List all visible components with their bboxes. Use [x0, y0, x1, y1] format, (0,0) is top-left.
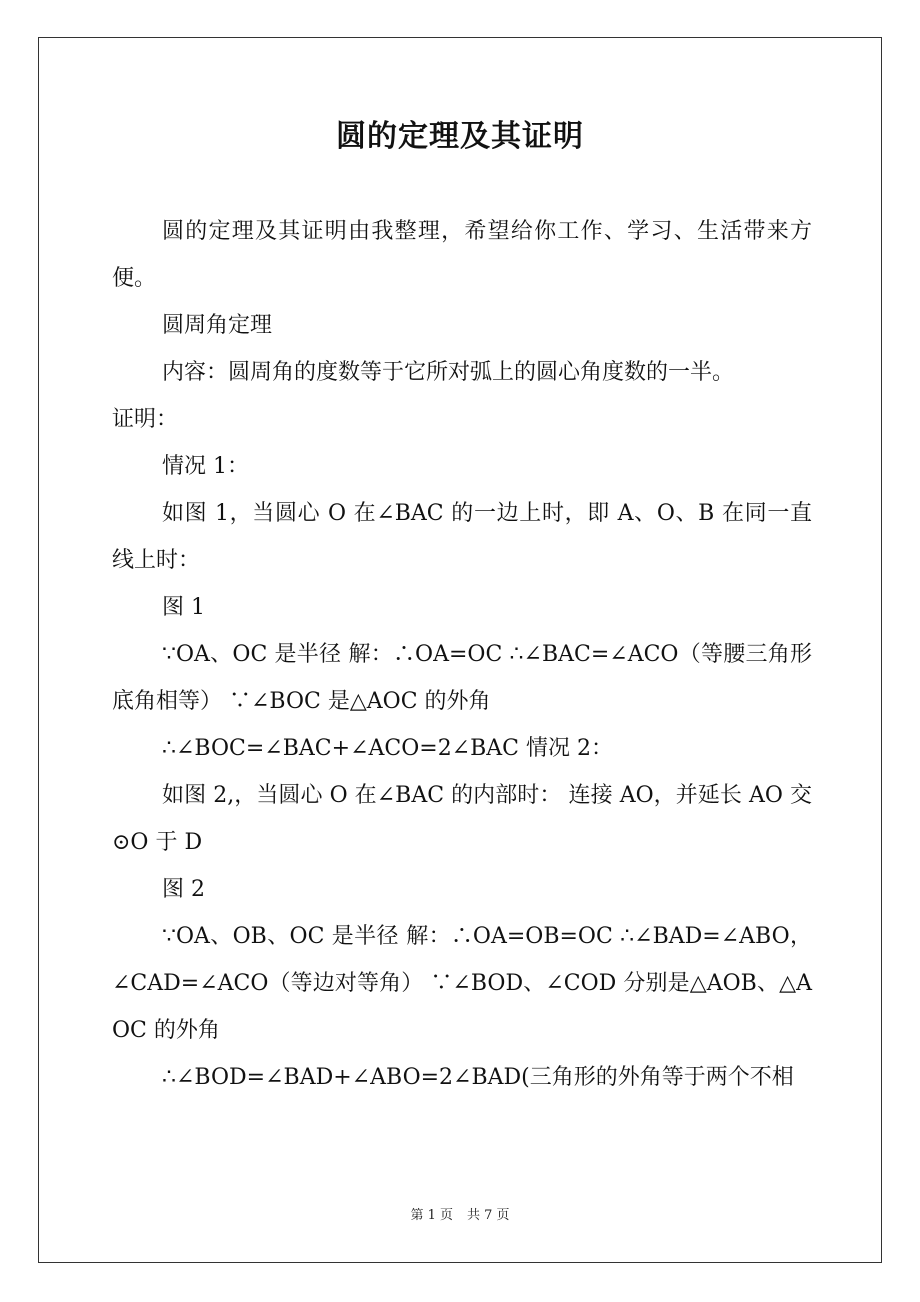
paragraph-case-2-proof: ∵OA、OB、OC 是半径 解：∴OA=OB=OC ∴∠BAD=∠ABO，∠CAD=∠ACO（等边对等角） ∵∠BOD、∠COD 分别是△AOB、△AOC 的外角 — [112, 924, 812, 1043]
paragraph-theorem-heading: 圆周角定理 — [162, 313, 273, 338]
document-title: 圆的定理及其证明 — [336, 119, 584, 154]
page-number: 第 1 页 — [410, 1208, 453, 1223]
document-body — [112, 208, 812, 1101]
paragraph-intro: 圆的定理及其证明由我整理，希望给你工作、学习、生活带来方便。 — [112, 219, 812, 291]
page-footer — [0, 1206, 920, 1226]
paragraph-proof-label: 证明： — [112, 407, 179, 432]
paragraph-case-1: 情况 1： — [162, 454, 249, 479]
paragraph-figure-2-label: 图 2 — [162, 877, 205, 902]
paragraph-theorem-content: 内容：圆周角的度数等于它所对弧上的圆心角度数的一半。 — [162, 360, 735, 385]
paragraph-figure-1-label: 图 1 — [162, 595, 205, 620]
paragraph-case-1-setup: 如图 1，当圆心 O 在∠BAC 的一边上时，即 A、O、B 在同一直线上时： — [112, 501, 812, 573]
paragraph-case-1-proof: ∵OA、OC 是半径 解：∴OA=OC ∴∠BAC=∠ACO（等腰三角形底角相等） ∵∠BOC 是△AOC 的外角 — [112, 642, 812, 714]
paragraph-case-2-conclusion: ∴∠BOD=∠BAD+∠ABO=2∠BAD(三角形的外角等于两个不相 — [162, 1065, 794, 1090]
paragraph-case-1-conclusion: ∴∠BOC=∠BAC+∠ACO=2∠BAC 情况 2： — [162, 736, 613, 761]
paragraph-case-2-setup: 如图 2,，当圆心 O 在∠BAC 的内部时： 连接 AO，并延长 AO 交⊙O 于 D — [112, 783, 812, 855]
page-total: 共 7 页 — [467, 1208, 510, 1223]
